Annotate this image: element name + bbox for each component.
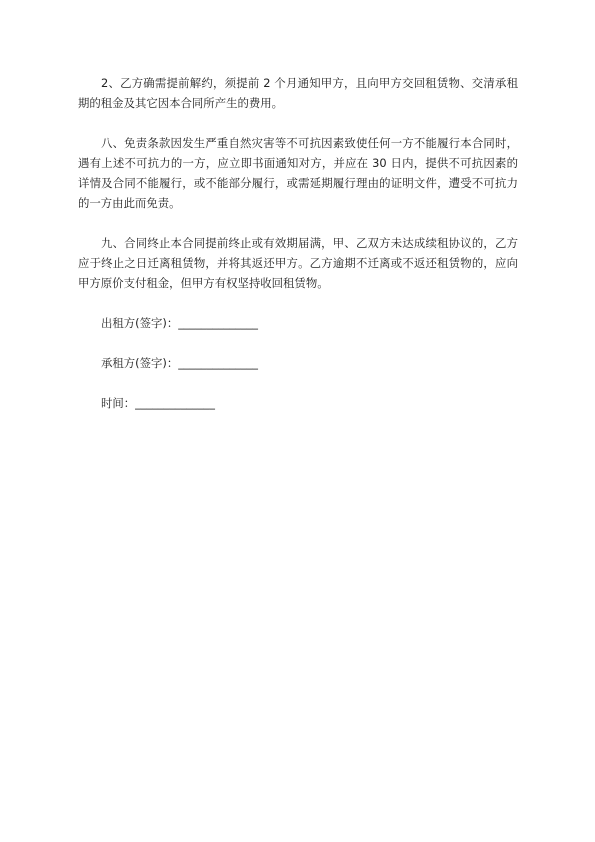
contract-body <box>78 73 518 413</box>
date-line: 时间：______________ <box>101 396 215 410</box>
clause-force-majeure: 八、免责条款因发生严重自然灾害等不可抗因素致使任何一方不能履行本合同时，遇有上述不可抗力的一方，应立即书面通知对方，并应在 30 日内，提供不可抗因素的详情及合同不能履行，或不能部分履行，或需延期履行理由的证明文件，遭受不可抗力的一方由此而免责。 <box>78 136 518 210</box>
clause-contract-termination: 九、合同终止本合同提前终止或有效期届满，甲、乙双方未达成续租协议的，乙方应于终止之日迁离租赁物，并将其返还甲方。乙方逾期不迁离或不返还租赁物的，应向甲方原价支付租金，但甲方有权坚持收回租赁物。 <box>78 236 518 290</box>
clause-early-termination-notice: 2、乙方确需提前解约，须提前 2 个月通知甲方，且向甲方交回租赁物、交清承租期的租金及其它因本合同所产生的费用。 <box>78 76 518 110</box>
lessee-signature-line: 承租方(签字)：______________ <box>101 356 258 370</box>
lessor-signature-line: 出租方(签字)：______________ <box>101 316 258 330</box>
